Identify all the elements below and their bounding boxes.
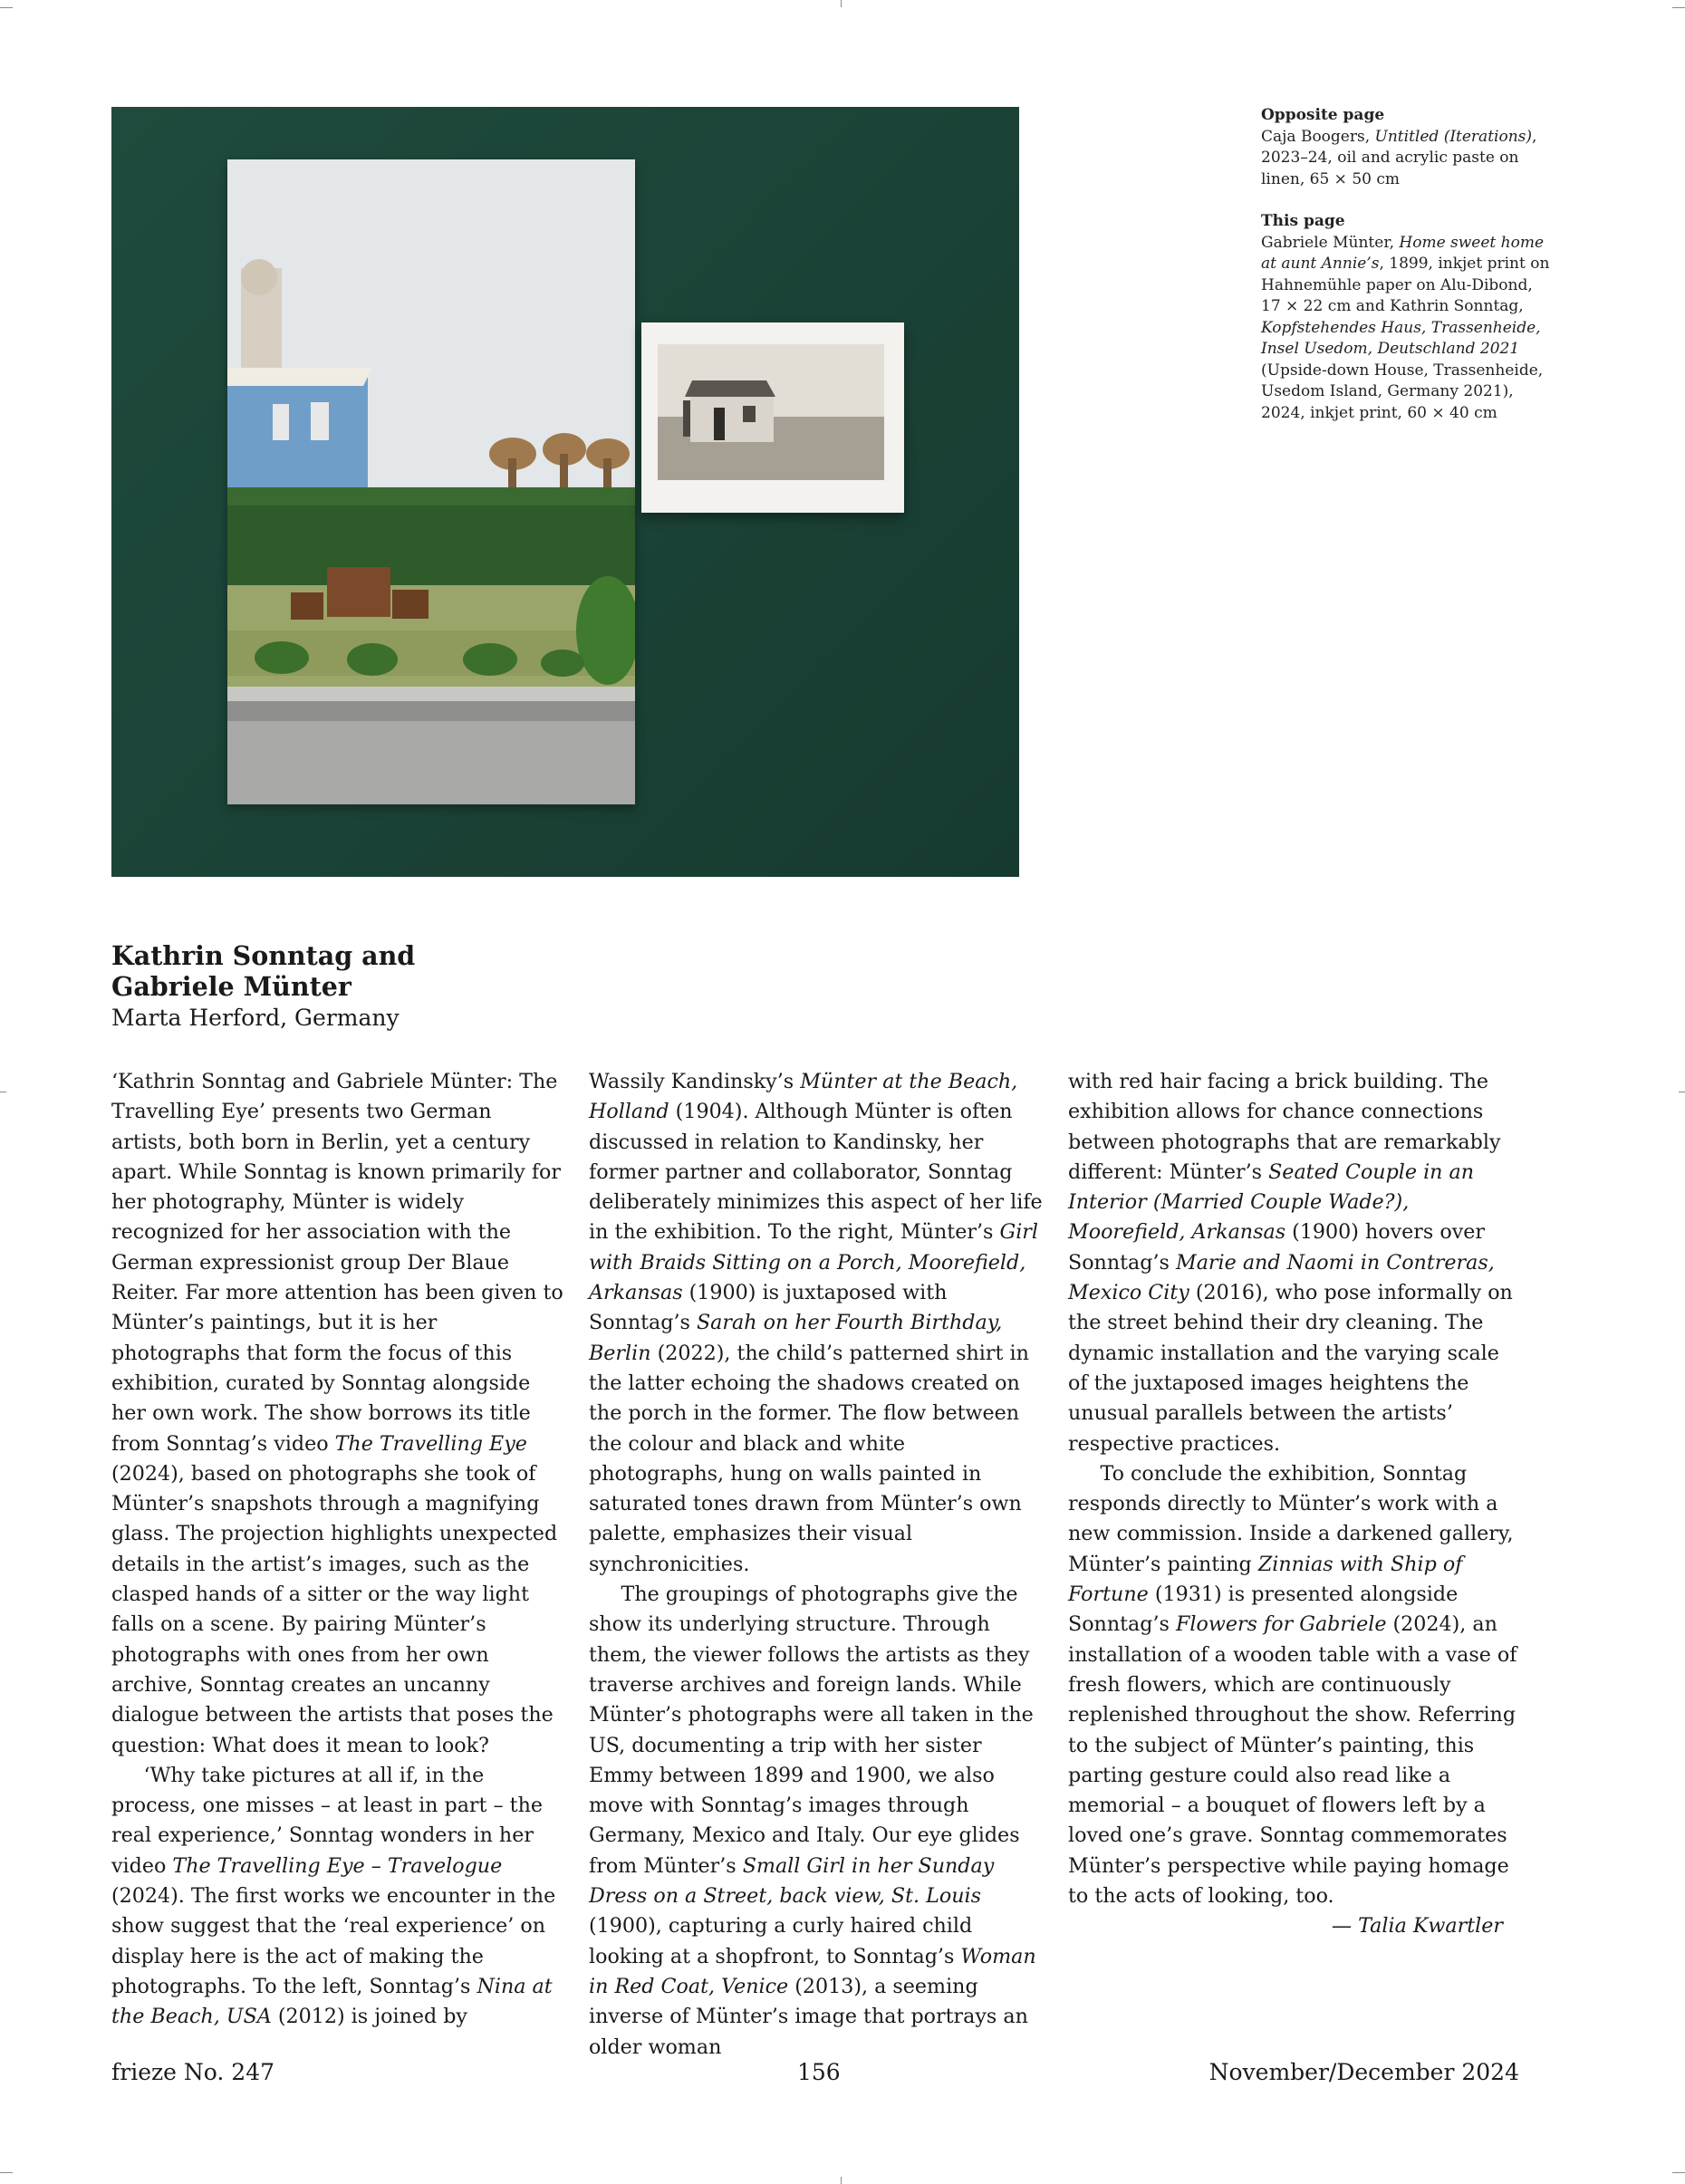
paragraph [1068, 1067, 1523, 1459]
venue: Marta Herford, Germany [111, 1005, 400, 1031]
artwork-title: Small Girl in her Sunday Dress on a Street, back view, St. Louis [589, 1853, 995, 1909]
caption-heading: This page [1261, 212, 1345, 230]
body-text: (2012) is joined by [271, 2005, 467, 2029]
upside-down-house-image [227, 159, 635, 804]
crop-mark [841, 2177, 842, 2184]
body-text: (2024). The first works we encounter in the show suggest that the ‘real experience’ on display here is the act of making the photographs. To the left, Sonntag’s [111, 1884, 556, 1998]
body-text: (2024), an installation of a wooden table with a vase of fresh flowers, which are continuously replenished throughout the show. Referring to the subject of Münter’s painting, this parting gesture could also read like a memorial – a bouquet of flowers left by a loved one’s grave. Sonntag commemorates Münter’s perspective while paying homage to the acts of looking, too. [1068, 1612, 1517, 1909]
paragraph [1068, 1459, 1523, 1911]
footer-magazine-issue: frieze No. 247 [111, 2059, 275, 2085]
body-text: The groupings of photographs give the show its underlying structure. Through them, the viewer follows the artists as they traverse archives and foreign lands. While Münter’s photographs were all taken in the US, documenting a trip with her sister Emmy between 1899 and 1900, we also move with Sonntag’s images through Germany, Mexico and Italy. Our eye glides from Münter’s [589, 1583, 1034, 1878]
body-text: (1931) is presented alongside Sonntag’s [1068, 1583, 1459, 1637]
paragraph [589, 1067, 1044, 1580]
artwork-title: Untitled (Iterations) [1374, 127, 1533, 146]
author-signature: — Talia Kwartler [1331, 1914, 1503, 1939]
artwork-title: Flowers for Gabriele [1175, 1612, 1387, 1637]
caption-this-page [1261, 211, 1551, 424]
paragraph [589, 1580, 1044, 2063]
article-column-2 [589, 1067, 1044, 2063]
artwork-title: Woman in Red Coat, Venice [589, 1944, 1036, 1998]
home-sweet-home-image [658, 344, 884, 480]
footer-issue-date: November/December 2024 [1208, 2059, 1519, 2085]
article-column-1 [111, 1067, 566, 2033]
caption-text: Gabriele Münter, [1261, 233, 1400, 252]
crop-mark [841, 0, 842, 7]
body-text: with red hair facing a brick building. The exhibition allows for chance connections between photographs that are remarkably different: Münter’s [1068, 1070, 1501, 1184]
munter-print [641, 322, 904, 513]
crop-mark [0, 2172, 13, 2173]
body-text: (2024), based on photographs she took of Münter’s snapshots through a magnifying glass. The projection highlights unexpected details in the artist’s images, such as the clasped hands of a sitter or the way light falls on a scene. By pairing Münter’s photographs with ones from her own archive, Sonntag creates an uncanny dialogue between the artists that poses the question: What does it mean to look? [111, 1461, 558, 1757]
title-line: Gabriele Münter [111, 971, 351, 1002]
artwork-title: The Travelling Eye [334, 1431, 527, 1456]
artwork-title: Marie and Naomi in Contreras, Mexico City [1068, 1250, 1495, 1305]
caption-text: , 1899, inkjet print on Hahnemühle paper on Alu-Dibond, 17 × 22 cm and Kathrin Sonntag, [1261, 255, 1550, 315]
artwork-title: Seated Couple in an Interior (Married Couple Wade?), Moorefield, Arkansas [1068, 1159, 1475, 1245]
caption-text: Caja Boogers, [1261, 127, 1375, 146]
body-text: (1904). Although Münter is often discussed in relation to Kandinsky, her former partner and collaborator, Sonntag deliberately minimizes this aspect of her life in the exhibition. To the right, Münter’s [589, 1100, 1043, 1245]
title-line: Kathrin Sonntag and [111, 940, 416, 971]
body-text: ‘Kathrin Sonntag and Gabriele Münter: The Travelling Eye’ presents two German artists, both born in Berlin, yet a century apart. While Sonntag is known primarily for her photography, Münter is widely recognized for her association with the German expressionist group Der Blaue Reiter. Far more attention has been given to Münter’s paintings, but it is her photographs that form the focus of this exhibition, curated by Sonntag alongside her own work. The show borrows its title from Sonntag’s video [111, 1070, 563, 1456]
paragraph [111, 1067, 566, 1761]
body-text: (1900), capturing a curly haired child looking at a shopfront, to Sonntag’s [589, 1914, 973, 1968]
body-text: ‘Why take pictures at all if, in the process, one misses – at least in part – the real experience,’ Sonntag wonders in her video [111, 1763, 543, 1878]
caption-text: (Upside-down House, Trassenheide, Usedom Island, Germany 2021), 2024, inkjet print, 60 × 40 cm [1261, 361, 1544, 422]
artwork-title: Girl with Braids Sitting on a Porch, Moorefield, Arkansas [589, 1220, 1038, 1305]
caption-opposite-page [1261, 105, 1551, 190]
caption-text: , 2023–24, oil and acrylic paste on linen, 65 × 50 cm [1261, 127, 1537, 188]
artwork-title: Home sweet home at aunt Annie’s [1261, 233, 1545, 273]
artwork-title: Sarah on her Fourth Birthday, Berlin [589, 1311, 1003, 1365]
sonntag-print [227, 159, 635, 804]
installation-photo [111, 107, 1019, 877]
artwork-title: Münter at the Beach, Holland [589, 1070, 1018, 1124]
caption-heading: Opposite page [1261, 106, 1385, 124]
body-text: To conclude the exhibition, Sonntag responds directly to Münter’s work with a new commission. Inside a darkened gallery, Münter’s painting [1068, 1461, 1514, 1576]
article-column-3 [1068, 1067, 1523, 1942]
paragraph [111, 1761, 566, 2033]
body-text: (1900) is juxtaposed with Sonntag’s [589, 1281, 948, 1335]
artwork-title: Zinnias with Ship of Fortune [1068, 1552, 1463, 1607]
body-text: (2022), the child’s patterned shirt in the latter echoing the shadows created on the porch in the former. The flow between the colour and black and white photographs, hung on walls painted in saturated tones drawn from Münter’s own palette, emphasizes their visual synchronicities. [589, 1341, 1029, 1576]
body-text: (2013), a seeming inverse of Münter’s image that portrays an older woman [589, 1974, 1028, 2059]
artwork-title: The Travelling Eye – Travelogue [172, 1853, 503, 1878]
artwork-title: Kopfstehendes Haus, Trassenheide, Insel Usedom, Deutschland 2021 [1261, 318, 1541, 358]
body-text: (1900) hovers over Sonntag’s [1068, 1220, 1485, 1275]
body-text: Wassily Kandinsky’s [589, 1070, 801, 1093]
body-text: (2016), who pose informally on the street behind their dry cleaning. The dynamic installation and the varying scale of the juxtaposed images heightens the unusual parallels between the artists’ respective practices. [1068, 1281, 1513, 1456]
artwork-title: Nina at the Beach, USA [111, 1974, 553, 2029]
crop-mark [1672, 7, 1685, 8]
footer-page-number: 156 [797, 2059, 841, 2085]
crop-mark [0, 7, 13, 8]
article-title [111, 940, 415, 1002]
crop-mark [1672, 2172, 1685, 2173]
